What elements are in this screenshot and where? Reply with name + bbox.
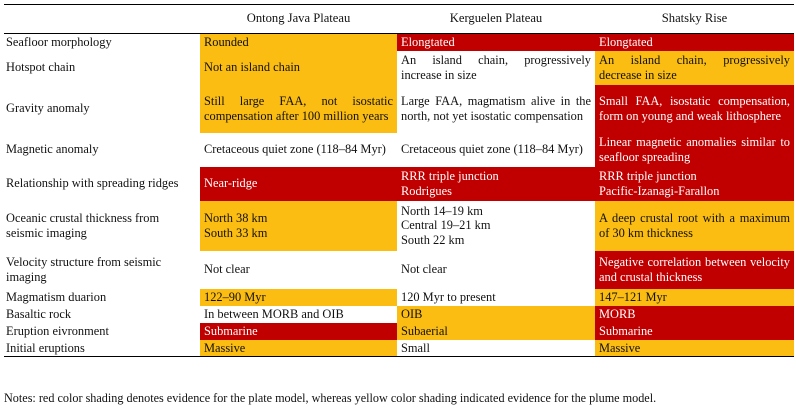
cell-text: North 38 km: [204, 211, 268, 225]
cell-ontong-java: [200, 133, 397, 167]
cell-text: Elongtated: [599, 35, 653, 49]
cell-shatsky: [595, 306, 794, 323]
cell-text: Negative correlation between velocity and crustal thickness: [599, 255, 790, 284]
cell-ontong-java: [200, 323, 397, 340]
header-cell-ontong-java: Ontong Java Plateau: [200, 5, 397, 34]
cell-shatsky: [595, 251, 794, 289]
cell-text: Cretaceous quiet zone (118–84 Myr): [401, 142, 583, 157]
cell-text: Pacific-Izanagi-Farallon: [599, 183, 720, 198]
cell-text: Large FAA, magmatism alive in the north, not yet isostatic compensation: [401, 94, 591, 123]
cell-ontong-java: [200, 34, 397, 51]
table-row: [4, 251, 794, 289]
table-row: [4, 289, 794, 306]
cell-text: Rodrigues: [401, 183, 452, 198]
cell-kerguelen: [397, 34, 595, 51]
cell-shatsky: [595, 201, 794, 251]
cell-kerguelen: [397, 340, 595, 357]
cell-text: RRR triple junction: [401, 169, 499, 183]
row-label-text: Basaltic rock: [6, 306, 72, 321]
row-label-text: Magnetic anomaly: [6, 142, 99, 157]
row-label-text: Eruption eivronment: [6, 323, 109, 338]
row-label-text: Relationship with spreading ridges: [6, 176, 179, 191]
row-label: [4, 85, 200, 133]
cell-text: Linear magnetic anomalies similar to seafloor spreading: [599, 135, 790, 164]
cell-text: South 22 km: [401, 232, 465, 247]
row-label-text: Seafloor morphology: [6, 35, 112, 49]
cell-text: Cretaceous quiet zone (118–84 Myr): [204, 142, 386, 157]
row-label: [4, 340, 200, 357]
cell-text: Massive: [599, 340, 641, 355]
row-label-text: Hotspot chain: [6, 60, 76, 75]
cell-ontong-java: [200, 85, 397, 133]
cell-text: An island chain, progressively increase in size: [401, 53, 591, 82]
cell-text: A deep crustal root with a maximum of 30 km thickness: [599, 211, 790, 240]
cell-text: Elongtated: [401, 35, 455, 49]
row-label-text: Gravity anomaly: [6, 101, 90, 116]
cell-text: 122–90 Myr: [204, 289, 266, 304]
cell-shatsky: [595, 133, 794, 167]
row-label: [4, 323, 200, 340]
table-row: [4, 340, 794, 357]
cell-text: Still large FAA, not isostatic compensation after 100 million years: [204, 94, 393, 123]
cell-text: Subaerial: [401, 323, 448, 338]
table-row: [4, 323, 794, 340]
cell-text: Near-ridge: [204, 176, 258, 191]
cell-ontong-java: [200, 201, 397, 251]
row-label: [4, 51, 200, 85]
row-label: [4, 167, 200, 201]
cell-ontong-java: [200, 306, 397, 323]
row-label: [4, 133, 200, 167]
header-cell-corner: [4, 5, 200, 34]
table-row: [4, 167, 794, 201]
cell-text: MORB: [599, 306, 636, 321]
cell-text: North 14–19 km: [401, 203, 483, 218]
cell-shatsky: [595, 34, 794, 51]
table-row: [4, 34, 794, 51]
cell-kerguelen: [397, 289, 595, 306]
cell-ontong-java: [200, 251, 397, 289]
header-row: [4, 5, 794, 34]
cell-kerguelen: [397, 167, 595, 201]
row-label-text: Initial eruptions: [6, 340, 85, 355]
cell-ontong-java: [200, 340, 397, 357]
comparison-table: [4, 4, 794, 357]
row-label-text: Oceanic crustal thickness from seismic imaging: [6, 211, 160, 240]
row-label: [4, 251, 200, 289]
cell-shatsky: [595, 167, 794, 201]
cell-kerguelen: [397, 133, 595, 167]
table-row: [4, 51, 794, 85]
cell-text: Submarine: [599, 323, 653, 338]
cell-shatsky: [595, 289, 794, 306]
cell-kerguelen: [397, 85, 595, 133]
cell-shatsky: [595, 323, 794, 340]
cell-ontong-java: [200, 51, 397, 85]
cell-text: Not clear: [204, 262, 250, 277]
row-label: [4, 306, 200, 323]
table-row: [4, 133, 794, 167]
header-cell-shatsky: Shatsky Rise: [595, 5, 794, 34]
cell-text: 147–121 Myr: [599, 289, 667, 304]
table-row: [4, 201, 794, 251]
row-label: [4, 34, 200, 51]
row-label-text: Magmatism duarion: [6, 289, 107, 304]
cell-shatsky: [595, 340, 794, 357]
cell-text: Not an island chain: [204, 60, 301, 75]
cell-text: Rounded: [204, 35, 249, 49]
table-notes: Notes: red color shading denotes evidence for the plate model, whereas yellow color shading indicated evidence for the plume model.: [4, 391, 657, 405]
cell-text: South 33 km: [204, 225, 268, 240]
cell-kerguelen: [397, 323, 595, 340]
table-row: [4, 306, 794, 323]
cell-text: Small FAA, isostatic compensation, form on young and weak lithosphere: [599, 94, 790, 123]
cell-text: An island chain, progressively decrease in size: [599, 53, 790, 82]
cell-text: Small: [401, 340, 430, 355]
row-label: [4, 201, 200, 251]
cell-ontong-java: [200, 167, 397, 201]
cell-shatsky: [595, 51, 794, 85]
cell-text: Not clear: [401, 262, 447, 277]
cell-text: Submarine: [204, 323, 258, 338]
cell-kerguelen: [397, 251, 595, 289]
cell-text: RRR triple junction: [599, 169, 697, 183]
cell-text: Central 19–21 km: [401, 218, 491, 233]
row-label: [4, 289, 200, 306]
cell-ontong-java: [200, 289, 397, 306]
table-row: [4, 85, 794, 133]
cell-text: OIB: [401, 306, 423, 321]
cell-text: 120 Myr to present: [401, 289, 496, 304]
cell-kerguelen: [397, 51, 595, 85]
cell-kerguelen: [397, 306, 595, 323]
row-label-text: Velocity structure from seismic imaging: [6, 255, 162, 284]
cell-shatsky: [595, 85, 794, 133]
cell-text: Massive: [204, 340, 246, 355]
header-cell-kerguelen: Kerguelen Plateau: [397, 5, 595, 34]
cell-text: In between MORB and OIB: [204, 306, 344, 321]
cell-kerguelen: [397, 201, 595, 251]
